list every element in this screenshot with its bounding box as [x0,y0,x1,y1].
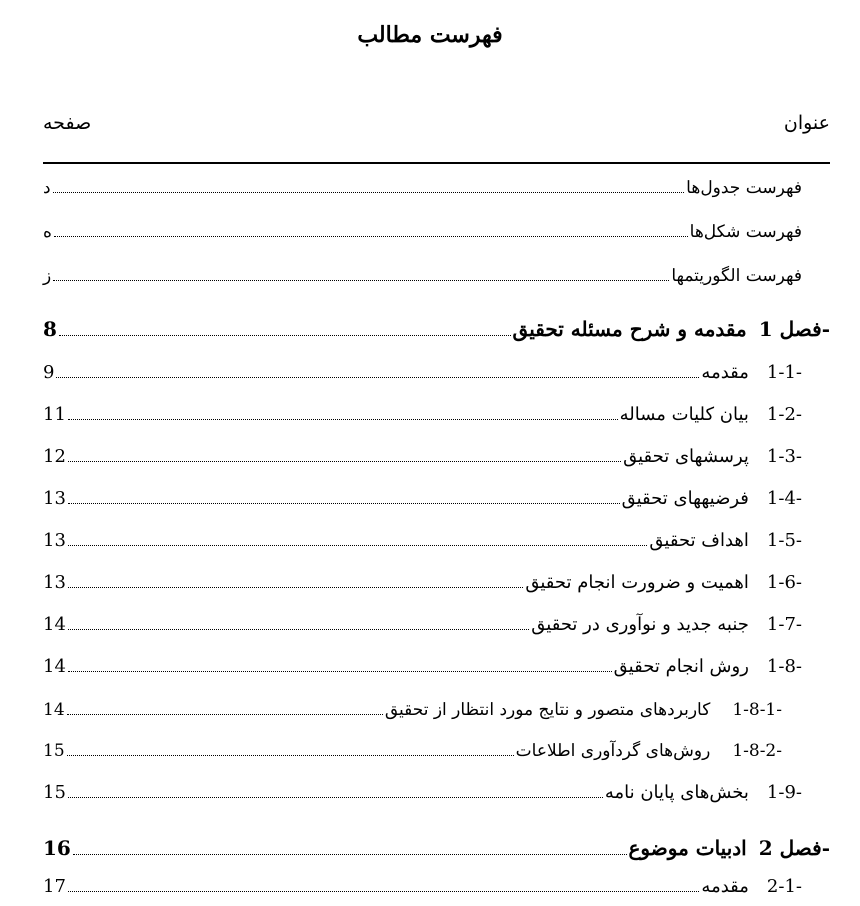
toc-entry-number: 1-4- [766,488,802,509]
toc-entry-page: 13 [43,530,66,551]
toc-entry[interactable] [43,266,802,296]
toc-entry-number: 1-3- [766,446,802,467]
toc-entry-text: روش انجام تحقیق [613,656,749,677]
toc-entry-page: 15 [43,741,65,761]
toc-entry[interactable] [43,782,802,812]
toc-entry-text: فهرست شکل‌ها [689,222,802,242]
toc-entry-page: 13 [43,488,66,509]
toc-entry[interactable] [43,656,802,686]
toc-entry-text: فهرست الگوریتمها [671,266,802,286]
toc-entry-page: 13 [43,572,66,593]
toc-entry-text: مقدمه و شرح مسئله تحقیق [512,317,747,341]
column-header-title: عنوان [783,112,830,134]
toc-entry[interactable] [43,530,802,560]
toc-entry-text: مقدمه [701,362,749,383]
leader-dots [68,574,523,588]
toc-entry-page: 16 [43,836,71,860]
toc-entry-text: اهداف تحقیق [649,530,749,551]
toc-entry-page: 17 [43,876,66,897]
leader-dots [54,224,688,237]
page-title: فهرست مطالب [357,22,503,48]
toc-entry-number: 1-1- [766,362,802,383]
toc-entry-number: 1-6- [766,572,802,593]
leader-dots [68,406,618,420]
toc-entry[interactable] [43,700,782,730]
toc-entry[interactable] [43,488,802,518]
leader-dots [73,840,627,855]
toc-chapter[interactable] [43,836,830,866]
toc-entry-number: 1-7- [766,614,802,635]
toc-entry-text: کاربردهای متصور و نتایج مورد انتظار از تحقیق [384,700,711,720]
toc-entry-page: 14 [43,614,66,635]
toc-entry-number: 2-1- [766,876,802,897]
leader-dots [56,364,699,378]
toc-entry-page: 11 [43,404,66,425]
toc-entry-number: فصل 2- [758,836,830,860]
leader-dots [68,658,612,672]
toc-entry-text: مقدمه [701,876,749,897]
toc-entry[interactable] [43,222,802,252]
toc-entry-text: جنبه جدید و نوآوری در تحقیق [531,614,749,635]
toc-entry-number: 1-8- [766,656,802,677]
toc-entry-text: فرضیههای تحقیق [621,488,749,509]
toc-entry-number: 1-9- [766,782,802,803]
toc-entry-page: 9 [43,362,55,383]
leader-dots [67,743,514,756]
toc-entry-text: بخش‌های پایان نامه [604,782,749,803]
leader-dots [67,702,383,715]
toc-entry-text: ادبیات موضوع [628,836,747,860]
toc-entry[interactable] [43,178,802,208]
leader-dots [68,490,620,504]
leader-dots [68,448,621,462]
toc-entry[interactable] [43,741,782,771]
toc-entry-text: بیان کلیات مساله [619,404,749,425]
toc-entry-page: د [43,178,51,198]
leader-dots [68,784,603,798]
leader-dots [59,321,511,336]
leader-dots [53,268,669,281]
toc-entry-text: اهمیت و ضرورت انجام تحقیق [525,572,749,593]
toc-entry-page: 12 [43,446,66,467]
toc-entry-text: فهرست جدول‌ها [686,178,802,198]
toc-entry-text: روش‌های گردآوری اطلاعات [515,741,711,761]
toc-entry-number: 1-5- [766,530,802,551]
toc-entry-number: 1-2- [766,404,802,425]
toc-entry-page: ه [43,222,52,242]
toc-entry[interactable] [43,876,802,906]
leader-dots [68,532,648,546]
toc-entry[interactable] [43,362,802,392]
leader-dots [53,180,685,193]
toc-entry-page: 8 [43,317,57,341]
column-header-page: صفحه [43,112,92,134]
leader-dots [68,878,700,892]
leader-dots [68,616,529,630]
toc-entry-number: 1-8-2- [732,741,782,761]
toc-entry-number: 1-8-1- [732,700,782,720]
toc-entry[interactable] [43,572,802,602]
toc-entry-page: 14 [43,700,65,720]
toc-entry-page: 15 [43,782,66,803]
toc-entry-number: فصل 1- [758,317,830,341]
toc-entry[interactable] [43,446,802,476]
toc-entry[interactable] [43,614,802,644]
toc-entry-text: پرسشهای تحقیق [623,446,749,467]
toc-entry-page: ز [43,266,52,286]
toc-chapter[interactable] [43,317,830,347]
toc-entry-page: 14 [43,656,66,677]
toc-entry[interactable] [43,404,802,434]
